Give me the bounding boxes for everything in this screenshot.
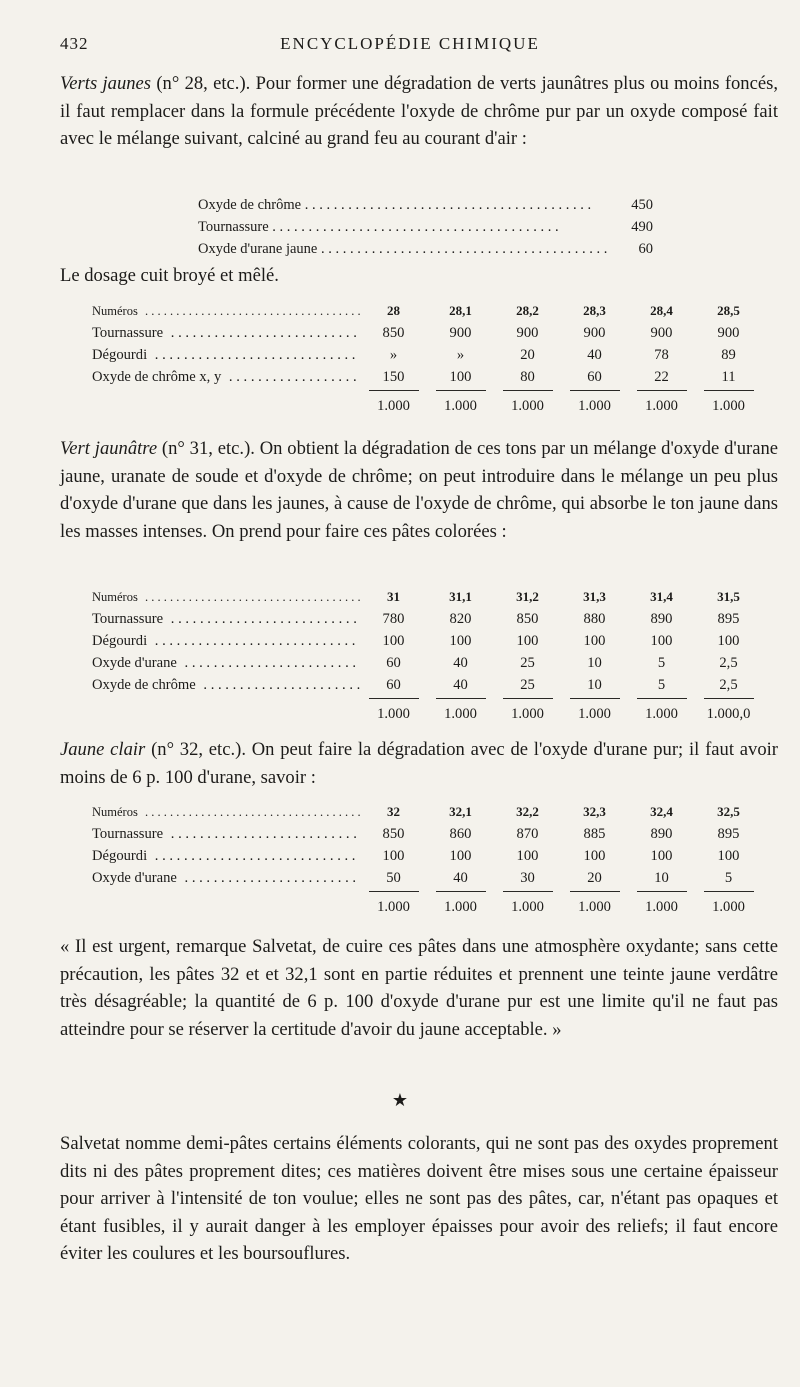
- total-cell: 1.000: [444, 706, 477, 722]
- table-cell: 20: [520, 347, 535, 363]
- table-row: [92, 652, 762, 674]
- table-cell: 150: [382, 369, 405, 385]
- table-header-row: [92, 300, 762, 322]
- table-cell: 11: [721, 369, 736, 385]
- total-cell: 1.000,0: [706, 706, 751, 722]
- table-cell: 22: [654, 369, 669, 385]
- paragraph-demi-pates: Salvetat nomme demi-pâtes certains éléments colorants, qui ne sont pas des oxydes proprement dits ni des pâtes proprement dites; ces matières doivent être mises sous une certaine épaisseur pour arriver à l'intensité de ton voulue; elles ne sont pas des pâtes, car, n'étant pas opaques et étant fusibles, il y aurait danger à les employer épaisses pour avoir des reliefs; il faut encore éviter les coulures et les boursouflures.: [60, 1133, 778, 1265]
- row-label: Oxyde de chrôme . . .: [92, 674, 360, 696]
- composition-label: Tournassure . . .: [198, 216, 607, 238]
- table-cell: 40: [453, 655, 468, 671]
- total-cell: 1.000: [578, 706, 611, 722]
- total-cell: 1.000: [377, 899, 410, 915]
- row-label: Dégourdi . . .: [92, 630, 360, 652]
- table-cell: 900: [516, 325, 539, 341]
- total-cell: 1.000: [444, 398, 477, 414]
- page-number: 432: [60, 34, 89, 53]
- table-header-label: Numéros . . .: [92, 300, 360, 322]
- table-cell: 820: [449, 611, 472, 627]
- table-cell: 50: [386, 870, 401, 886]
- table-cell: 60: [386, 655, 401, 671]
- paragraph-jaune-clair: [60, 736, 778, 791]
- table-cell: 890: [650, 826, 673, 842]
- total-cell: 1.000: [511, 706, 544, 722]
- column-number: 32,4: [650, 804, 673, 819]
- table-cell: 25: [520, 655, 535, 671]
- composition-value: 60: [638, 241, 653, 257]
- column-number: 31: [387, 589, 400, 604]
- page-header: [60, 34, 760, 58]
- table-header-label: Numéros . . .: [92, 586, 360, 608]
- total-cell: 1.000: [578, 398, 611, 414]
- column-number: 31,3: [583, 589, 606, 604]
- column-number: 28,5: [717, 303, 740, 318]
- column-number: 32,1: [449, 804, 472, 819]
- table-cell: 895: [717, 826, 740, 842]
- table-cell: 2,5: [719, 677, 738, 693]
- total-cell: 1.000: [377, 398, 410, 414]
- table-row: [92, 608, 762, 630]
- table-cell: 10: [654, 870, 669, 886]
- table-cell: 850: [516, 611, 539, 627]
- total-cell: 1.000: [645, 899, 678, 915]
- table-cell: 100: [382, 633, 405, 649]
- table-row: [92, 344, 762, 366]
- table-cell: 78: [654, 347, 669, 363]
- table-cell: 100: [449, 633, 472, 649]
- table-cell: 25: [520, 677, 535, 693]
- table-cell: »: [389, 347, 398, 363]
- column-number: 28,1: [449, 303, 472, 318]
- table-row: [92, 630, 762, 652]
- table-cell: 10: [587, 655, 602, 671]
- column-number: 31,5: [717, 589, 740, 604]
- row-label: Oxyde d'urane . . .: [92, 652, 360, 674]
- paragraph-verts-jaunes: [60, 70, 778, 153]
- table-cell: 780: [382, 611, 405, 627]
- table-cell: 100: [449, 369, 472, 385]
- total-row: [92, 394, 762, 418]
- table-cell: 895: [717, 611, 740, 627]
- paragraph-lead: Vert jaunâtre: [60, 438, 158, 459]
- column-number: 31,2: [516, 589, 539, 604]
- table-cell: 89: [721, 347, 736, 363]
- composition-row: [198, 238, 653, 260]
- table-jaune-clair: [92, 801, 762, 919]
- column-number: 28,3: [583, 303, 606, 318]
- table-cell: 850: [382, 826, 405, 842]
- column-number: 31,4: [650, 589, 673, 604]
- table-verts-jaunes: [92, 300, 762, 418]
- total-cell: 1.000: [578, 899, 611, 915]
- paragraph-text: (n° 28, etc.). Pour former une dégradation de verts jaunâtres plus ou moins foncés, il faut remplacer dans la formule précédente l'oxyde de chrôme pur par un oxyde composé fait avec le mélange suivant, calciné au grand feu au courant d'air :: [60, 73, 778, 150]
- table-cell: 100: [717, 848, 740, 864]
- table-header-row: [92, 801, 762, 823]
- paragraph-vert-jaunatre: [60, 435, 778, 545]
- paragraph-lead: Verts jaunes: [60, 73, 152, 94]
- table-cell: 870: [516, 826, 539, 842]
- table-cell: 2,5: [719, 655, 738, 671]
- paragraph-text: (n° 31, etc.). On obtient la dégradation de ces tons par un mélange d'oxyde d'urane jaune, uranate de soude et d'oxyde de chrôme; on peut introduire dans le mélange un peu plus d'oxyde d'urane que dans les jaunes, à cause de l'oxyde de chrôme, qui absorbe le ton jaune dans les masses intenses. On prend pour faire ces pâtes colorées :: [60, 438, 779, 542]
- composition-list: [198, 194, 653, 260]
- table-cell: 100: [717, 633, 740, 649]
- total-cell: 1.000: [712, 899, 745, 915]
- table-cell: 900: [650, 325, 673, 341]
- table-cell: 40: [453, 870, 468, 886]
- composition-label: Oxyde de chrôme . . .: [198, 194, 607, 216]
- table-cell: 30: [520, 870, 535, 886]
- table-cell: 900: [583, 325, 606, 341]
- column-number: 28: [387, 303, 400, 318]
- row-label: Oxyde d'urane . . .: [92, 867, 360, 889]
- table-cell: 880: [583, 611, 606, 627]
- total-row: [92, 895, 762, 919]
- table-cell: 40: [587, 347, 602, 363]
- composition-value: 450: [631, 197, 653, 213]
- column-number: 31,1: [449, 589, 472, 604]
- table-cell: 100: [516, 633, 539, 649]
- table-cell: 100: [583, 633, 606, 649]
- column-number: 32: [387, 804, 400, 819]
- column-number: 32,3: [583, 804, 606, 819]
- row-label: Tournassure . . .: [92, 608, 360, 630]
- table-header-row: [92, 586, 762, 608]
- table-cell: 900: [717, 325, 740, 341]
- composition-row: [198, 194, 653, 216]
- total-cell: 1.000: [645, 398, 678, 414]
- table-row: [92, 823, 762, 845]
- table-cell: 100: [516, 848, 539, 864]
- total-row: [92, 702, 762, 726]
- table-row: [92, 845, 762, 867]
- table-cell: 900: [449, 325, 472, 341]
- section-separator: ★: [391, 1090, 409, 1110]
- row-label: Dégourdi . . .: [92, 344, 360, 366]
- table-row: [92, 867, 762, 889]
- paragraph-text: (n° 32, etc.). On peut faire la dégradation avec de l'oxyde d'urane pur; il faut avoir moins de 6 p. 100 d'urane, savoir :: [60, 739, 778, 788]
- row-label: Oxyde de chrôme x, y . . .: [92, 366, 360, 388]
- table-row: [92, 366, 762, 388]
- table-cell: 885: [583, 826, 606, 842]
- salvetat-quote: « Il est urgent, remarque Salvetat, de cuire ces pâtes dans une atmosphère oxydante; sans cette précaution, les pâtes 32 et et 32,1 sont en partie réduites et prennent une teinte jaune verdâtre très désagréable; la quantité de 6 p. 100 d'oxyde d'urane pur est une limite qu'il ne faut pas atteindre pour se réserver la certitude d'avoir du jaune acceptable. »: [60, 936, 778, 1040]
- table-vert-jaunatre: [92, 586, 762, 726]
- table-cell: 100: [449, 848, 472, 864]
- table-cell: 40: [453, 677, 468, 693]
- table-cell: 5: [657, 677, 666, 693]
- table-header-label: Numéros . . .: [92, 801, 360, 823]
- column-number: 28,2: [516, 303, 539, 318]
- composition-row: [198, 216, 653, 238]
- total-cell: 1.000: [712, 398, 745, 414]
- total-cell: 1.000: [645, 706, 678, 722]
- table-cell: 20: [587, 870, 602, 886]
- table-cell: 100: [650, 633, 673, 649]
- total-cell: 1.000: [377, 706, 410, 722]
- column-number: 32,2: [516, 804, 539, 819]
- table-cell: 80: [520, 369, 535, 385]
- total-cell: 1.000: [444, 899, 477, 915]
- composition-value: 490: [631, 219, 653, 235]
- table-cell: 100: [650, 848, 673, 864]
- total-cell: 1.000: [511, 899, 544, 915]
- table-cell: 850: [382, 325, 405, 341]
- table-cell: »: [456, 347, 465, 363]
- table-cell: 60: [587, 369, 602, 385]
- table-cell: 5: [657, 655, 666, 671]
- column-number: 28,4: [650, 303, 673, 318]
- column-number: 32,5: [717, 804, 740, 819]
- table-cell: 10: [587, 677, 602, 693]
- row-label: Dégourdi . . .: [92, 845, 360, 867]
- total-cell: 1.000: [511, 398, 544, 414]
- table-cell: 890: [650, 611, 673, 627]
- dosage-note: Le dosage cuit broyé et mêlé.: [60, 265, 279, 286]
- table-cell: 5: [724, 870, 733, 886]
- table-cell: 100: [583, 848, 606, 864]
- table-cell: 60: [386, 677, 401, 693]
- row-label: Tournassure . . .: [92, 823, 360, 845]
- table-cell: 100: [382, 848, 405, 864]
- composition-label: Oxyde d'urane jaune . . .: [198, 238, 607, 260]
- table-cell: 860: [449, 826, 472, 842]
- paragraph-lead: Jaune clair: [60, 739, 146, 760]
- row-label: Tournassure . . .: [92, 322, 360, 344]
- running-title: ENCYCLOPÉDIE CHIMIQUE: [280, 34, 540, 53]
- table-row: [92, 674, 762, 696]
- table-row: [92, 322, 762, 344]
